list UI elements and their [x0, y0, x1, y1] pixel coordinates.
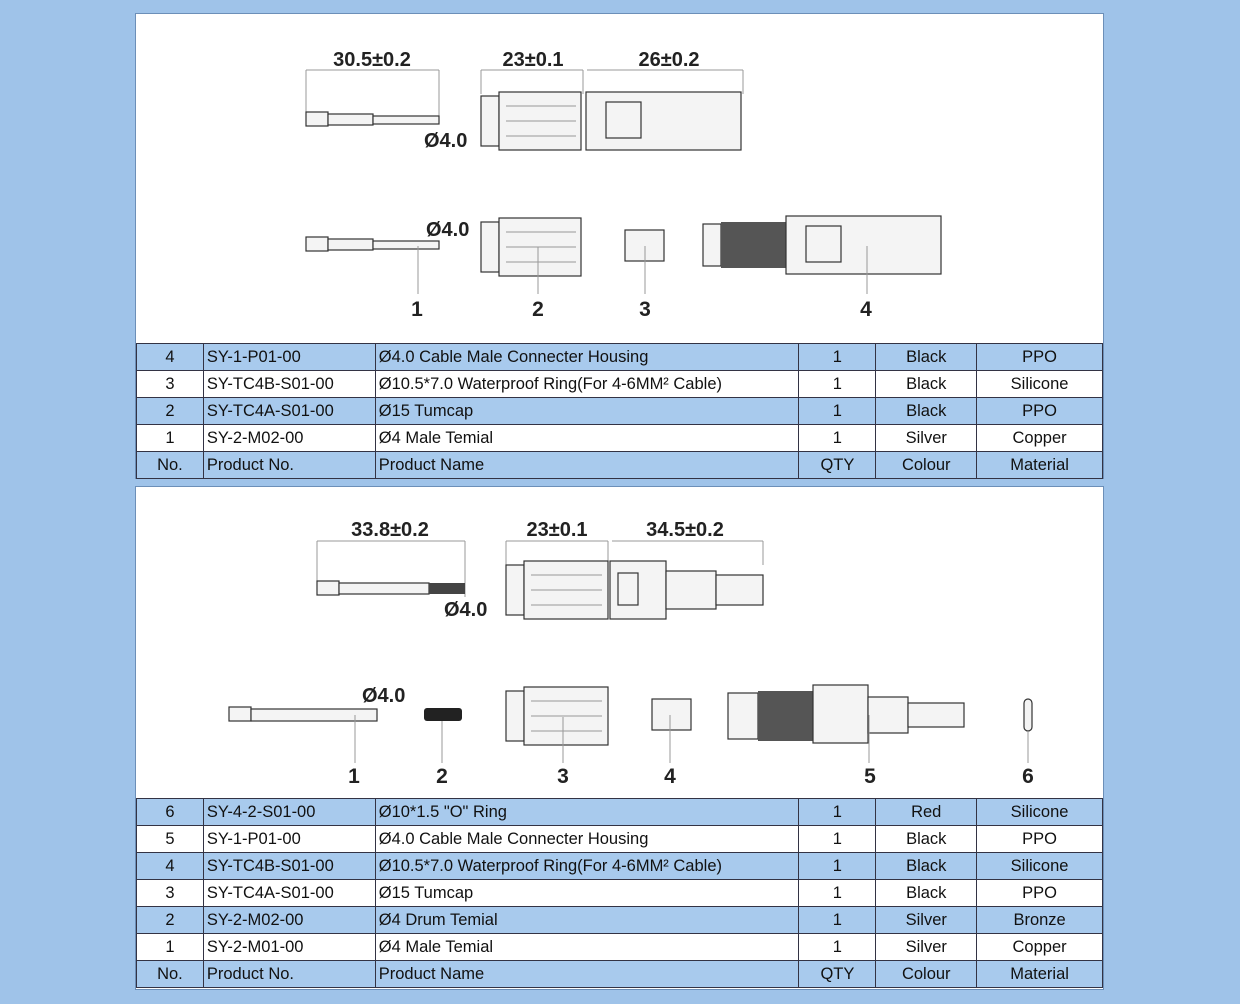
- table-header-row: [137, 961, 1103, 988]
- table-row: [137, 934, 1103, 961]
- header-colour: Colour: [876, 961, 977, 988]
- dimension-diameter: Ø4.0: [424, 130, 468, 152]
- cell-material: Bronze: [977, 907, 1103, 934]
- table-row: [137, 425, 1103, 452]
- part-label-2: 2: [532, 298, 544, 321]
- dimension-housing-length: 34.5±0.2: [646, 519, 724, 541]
- cell-no: 6: [137, 799, 204, 826]
- dimension-diameter-exploded: Ø4.0: [426, 219, 470, 241]
- header-qty: QTY: [799, 961, 876, 988]
- part-2-drum-terminal: [424, 708, 462, 721]
- cell-no: 5: [137, 826, 204, 853]
- cell-product-name: Ø4 Male Temial: [375, 934, 799, 961]
- cell-product-name: Ø4.0 Cable Male Connecter Housing: [375, 826, 799, 853]
- header-material: Material: [977, 452, 1103, 479]
- cell-colour: Silver: [876, 425, 977, 452]
- cell-colour: Black: [876, 398, 977, 425]
- cell-material: Silicone: [977, 853, 1103, 880]
- cell-qty: 1: [799, 371, 876, 398]
- cell-colour: Black: [876, 826, 977, 853]
- cell-material: Copper: [977, 425, 1103, 452]
- cell-product-no: SY-1-P01-00: [203, 826, 375, 853]
- cell-qty: 1: [799, 934, 876, 961]
- dimension-housing-length: 26±0.2: [638, 49, 700, 71]
- tumcap-assembled: [481, 92, 581, 150]
- dimension-tumcap-length: 23±0.1: [526, 519, 588, 541]
- dimension-diameter-exploded: Ø4.0: [362, 685, 406, 707]
- cell-colour: Silver: [876, 934, 977, 961]
- cell-no: 4: [137, 853, 204, 880]
- part-4-waterproof-ring: [652, 699, 691, 730]
- cell-colour: Black: [876, 880, 977, 907]
- table-row: [137, 799, 1103, 826]
- dimension-tumcap-length: 23±0.1: [502, 49, 564, 71]
- header-product-name: Product Name: [375, 961, 799, 988]
- cell-no: 3: [137, 371, 204, 398]
- cell-qty: 1: [799, 907, 876, 934]
- cell-product-no: SY-TC4B-S01-00: [203, 371, 375, 398]
- cell-material: Silicone: [977, 799, 1103, 826]
- cell-material: PPO: [977, 398, 1103, 425]
- cell-product-name: Ø4 Drum Temial: [375, 907, 799, 934]
- cell-product-no: SY-TC4A-S01-00: [203, 398, 375, 425]
- cell-product-name: Ø4.0 Cable Male Connecter Housing: [375, 344, 799, 371]
- cell-no: 4: [137, 344, 204, 371]
- exploded-drawing-2: [136, 487, 1103, 799]
- dimension-diameter: Ø4.0: [444, 599, 488, 621]
- header-qty: QTY: [799, 452, 876, 479]
- cell-material: Silicone: [977, 371, 1103, 398]
- cell-colour: Black: [876, 344, 977, 371]
- cell-colour: Black: [876, 853, 977, 880]
- cell-product-no: SY-TC4B-S01-00: [203, 853, 375, 880]
- cell-product-no: SY-2-M02-00: [203, 907, 375, 934]
- dimension-terminal-length: 33.8±0.2: [351, 519, 429, 541]
- cell-qty: 1: [799, 880, 876, 907]
- part-2-tumcap: [481, 218, 581, 276]
- part-label-3: 3: [557, 765, 569, 788]
- cell-product-name: Ø10.5*7.0 Waterproof Ring(For 4-6MM² Cable): [375, 371, 799, 398]
- cell-qty: 1: [799, 344, 876, 371]
- table-row: [137, 398, 1103, 425]
- header-product-name: Product Name: [375, 452, 799, 479]
- table-row: [137, 371, 1103, 398]
- cell-material: PPO: [977, 344, 1103, 371]
- part-label-3: 3: [639, 298, 651, 321]
- header-product-no: Product No.: [203, 961, 375, 988]
- header-material: Material: [977, 961, 1103, 988]
- exploded-drawing-1: [136, 14, 1103, 344]
- part-label-5: 5: [864, 765, 876, 788]
- dimension-terminal-length: 30.5±0.2: [333, 49, 411, 71]
- cell-material: PPO: [977, 826, 1103, 853]
- cell-no: 1: [137, 425, 204, 452]
- part-4-housing: [703, 216, 941, 274]
- cell-product-no: SY-1-P01-00: [203, 344, 375, 371]
- cell-no: 2: [137, 398, 204, 425]
- panel-male-connector-6part: [135, 486, 1104, 990]
- cell-product-name: Ø10*1.5 "O" Ring: [375, 799, 799, 826]
- cell-product-no: SY-TC4A-S01-00: [203, 880, 375, 907]
- header-no: No.: [137, 452, 204, 479]
- header-colour: Colour: [876, 452, 977, 479]
- cell-product-no: SY-2-M01-00: [203, 934, 375, 961]
- cell-no: 1: [137, 934, 204, 961]
- parts-table-1: [136, 343, 1103, 479]
- cell-product-name: Ø10.5*7.0 Waterproof Ring(For 4-6MM² Cable): [375, 853, 799, 880]
- cell-no: 2: [137, 907, 204, 934]
- part-label-1: 1: [348, 765, 360, 788]
- part-1-terminal: [306, 237, 439, 251]
- cell-qty: 1: [799, 425, 876, 452]
- table-header-row: [137, 452, 1103, 479]
- part-5-housing: [728, 685, 964, 743]
- part-label-1: 1: [411, 298, 423, 321]
- cell-qty: 1: [799, 799, 876, 826]
- cell-product-no: SY-2-M02-00: [203, 425, 375, 452]
- cell-no: 3: [137, 880, 204, 907]
- cell-product-no: SY-4-2-S01-00: [203, 799, 375, 826]
- part-3-tumcap: [506, 687, 608, 745]
- table-row: [137, 826, 1103, 853]
- parts-table-2: [136, 798, 1103, 988]
- housing-assembled: [610, 561, 763, 619]
- housing-assembled: [586, 92, 741, 150]
- terminal-assembled: [317, 581, 465, 595]
- part-label-4: 4: [664, 765, 676, 788]
- cell-product-name: Ø15 Tumcap: [375, 398, 799, 425]
- cell-material: PPO: [977, 880, 1103, 907]
- panel-male-connector-4part: [135, 13, 1104, 479]
- cell-qty: 1: [799, 398, 876, 425]
- part-label-4: 4: [860, 298, 872, 321]
- terminal-assembled: [306, 112, 439, 126]
- cell-qty: 1: [799, 826, 876, 853]
- tumcap-assembled: [506, 561, 608, 619]
- cell-colour: Silver: [876, 907, 977, 934]
- table-row: [137, 907, 1103, 934]
- table-row: [137, 880, 1103, 907]
- header-no: No.: [137, 961, 204, 988]
- cell-colour: Red: [876, 799, 977, 826]
- part-6-o-ring: [1024, 699, 1032, 731]
- part-label-6: 6: [1022, 765, 1034, 788]
- table-row: [137, 344, 1103, 371]
- header-product-no: Product No.: [203, 452, 375, 479]
- part-label-2: 2: [436, 765, 448, 788]
- cell-material: Copper: [977, 934, 1103, 961]
- cell-colour: Black: [876, 371, 977, 398]
- table-row: [137, 853, 1103, 880]
- cell-qty: 1: [799, 853, 876, 880]
- cell-product-name: Ø4 Male Temial: [375, 425, 799, 452]
- cell-product-name: Ø15 Tumcap: [375, 880, 799, 907]
